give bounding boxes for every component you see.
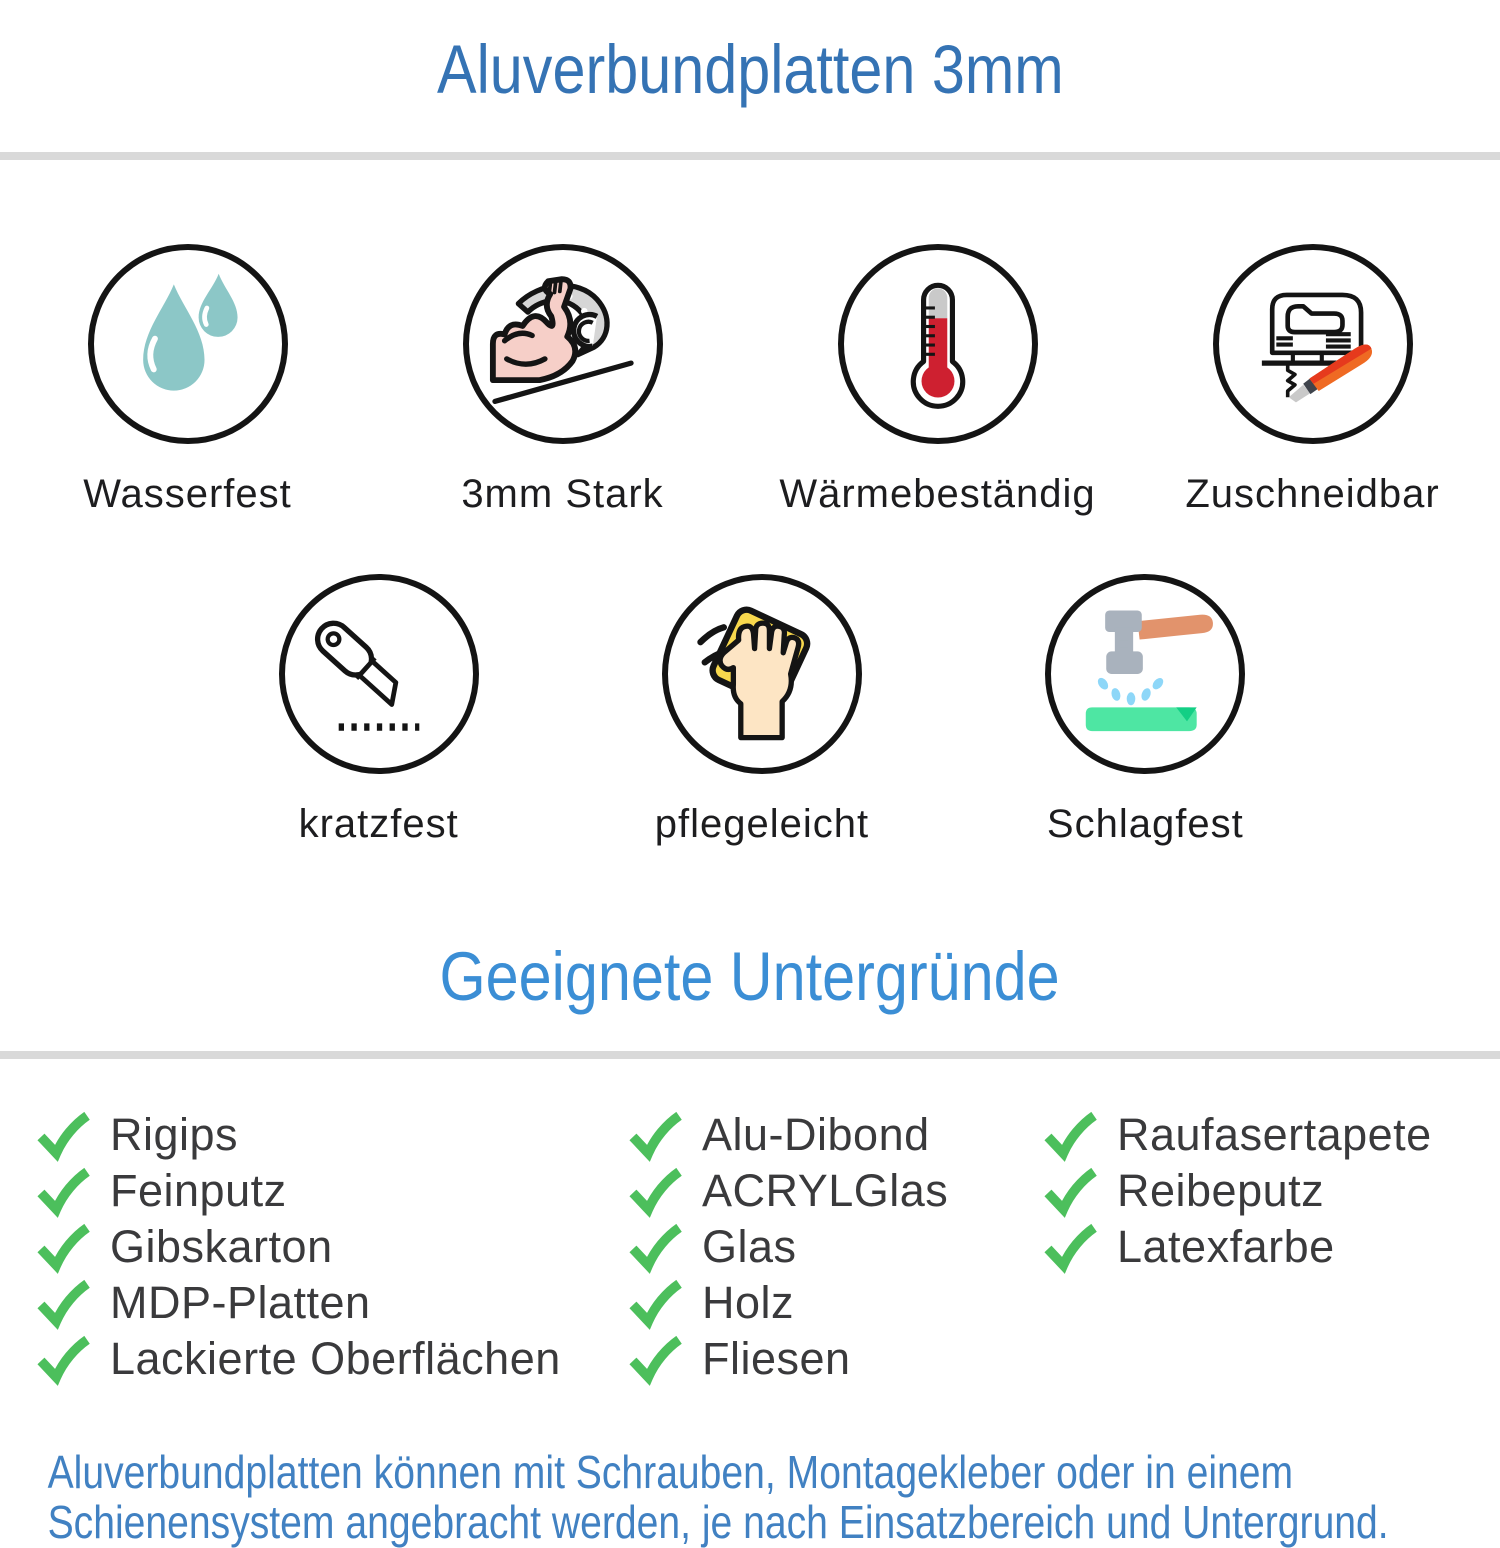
footer-note: [0, 1446, 1389, 1548]
check-icon: [36, 1223, 92, 1271]
surface-item: [36, 1275, 628, 1331]
surface-item: [628, 1107, 1043, 1163]
product-infographic: [0, 31, 1500, 1548]
check-icon: [1043, 1223, 1099, 1271]
surfaces-column-3: [1043, 1107, 1500, 1275]
check-icon: [36, 1335, 92, 1383]
section-divider: [0, 152, 1500, 160]
feature-label: Zuschneidbar: [1185, 472, 1440, 516]
feature-easy-care: [570, 574, 953, 848]
surface-label: Rigips: [110, 1109, 239, 1160]
surfaces-column-2: [628, 1107, 1043, 1387]
water-drops-icon: [129, 270, 247, 418]
surfaces-title-text: Geeignete Untergründe: [439, 938, 1061, 1015]
surfaces-column-1: [36, 1107, 628, 1387]
feature-label: 3mm Stark: [461, 472, 664, 516]
hammer-icon: [1075, 604, 1215, 744]
check-icon: [36, 1111, 92, 1159]
section-divider: [0, 1051, 1500, 1059]
strong-arm-icon: [488, 276, 638, 412]
surface-item: [628, 1163, 1043, 1219]
feature-label: kratzfest: [298, 802, 459, 846]
feature-scratchproof: [187, 574, 570, 848]
check-icon: [1043, 1167, 1099, 1215]
feature-label: Wasserfest: [83, 472, 292, 516]
feature-circle: [838, 244, 1038, 444]
surface-item: [36, 1107, 628, 1163]
feature-label: pflegeleicht: [654, 802, 870, 846]
surface-label: MDP-Platten: [110, 1277, 371, 1328]
surfaces-list: [0, 1107, 1500, 1387]
surface-item: [36, 1219, 628, 1275]
surface-item: [628, 1219, 1043, 1275]
feature-circle: [1213, 244, 1413, 444]
feature-label: Schlagfest: [1046, 802, 1244, 846]
cleaning-hand-icon: [692, 604, 832, 744]
thermometer-icon: [894, 275, 982, 413]
surface-label: Gibskarton: [110, 1221, 333, 1272]
surface-label: Holz: [702, 1277, 795, 1328]
feature-impact-resistant: [954, 574, 1337, 848]
check-icon: [628, 1167, 684, 1215]
surface-item: [36, 1331, 628, 1387]
surface-item: [628, 1331, 1043, 1387]
surface-label: Reibeputz: [1117, 1165, 1325, 1216]
feature-waterproof: [0, 244, 375, 518]
utility-knife-icon: [309, 606, 449, 742]
surface-label: Feinputz: [110, 1165, 287, 1216]
check-icon: [628, 1335, 684, 1383]
check-icon: [36, 1279, 92, 1327]
feature-heat-resistant: [750, 244, 1125, 518]
surface-item: [628, 1275, 1043, 1331]
surface-item: [1043, 1107, 1500, 1163]
check-icon: [628, 1111, 684, 1159]
page-title-text: Aluverbundplatten 3mm: [436, 31, 1064, 108]
surface-label: Lackierte Oberflächen: [110, 1333, 561, 1384]
surface-label: Alu-Dibond: [702, 1109, 930, 1160]
feature-circle: [1045, 574, 1245, 774]
feature-label: Wärmebeständig: [779, 472, 1096, 516]
footer-line-2: Schienensystem angebracht werden, je nach Einsatzbereich und Untergrund.: [47, 1496, 1389, 1548]
feature-cuttable: [1125, 244, 1500, 518]
feature-circle: [463, 244, 663, 444]
page-title: [0, 31, 1500, 125]
surface-item: [1043, 1163, 1500, 1219]
surface-label: Raufasertapete: [1117, 1109, 1432, 1160]
check-icon: [628, 1279, 684, 1327]
feature-strength: [375, 244, 750, 518]
jigsaw-icon: [1235, 274, 1390, 414]
surface-label: ACRYLGlas: [702, 1165, 949, 1216]
surface-label: Fliesen: [702, 1333, 851, 1384]
surface-item: [36, 1163, 628, 1219]
surface-label: Glas: [702, 1221, 797, 1272]
check-icon: [1043, 1111, 1099, 1159]
feature-row-1: [0, 244, 1500, 518]
feature-circle: [662, 574, 862, 774]
surface-label: Latexfarbe: [1117, 1221, 1335, 1272]
feature-circle: [279, 574, 479, 774]
surfaces-title: [0, 938, 1500, 1029]
check-icon: [628, 1223, 684, 1271]
feature-row-2: [163, 574, 1337, 848]
surface-item: [1043, 1219, 1500, 1275]
feature-circle: [88, 244, 288, 444]
check-icon: [36, 1167, 92, 1215]
footer-line-1: Aluverbundplatten können mit Schrauben, Montagekleber oder in einem: [47, 1446, 1294, 1498]
